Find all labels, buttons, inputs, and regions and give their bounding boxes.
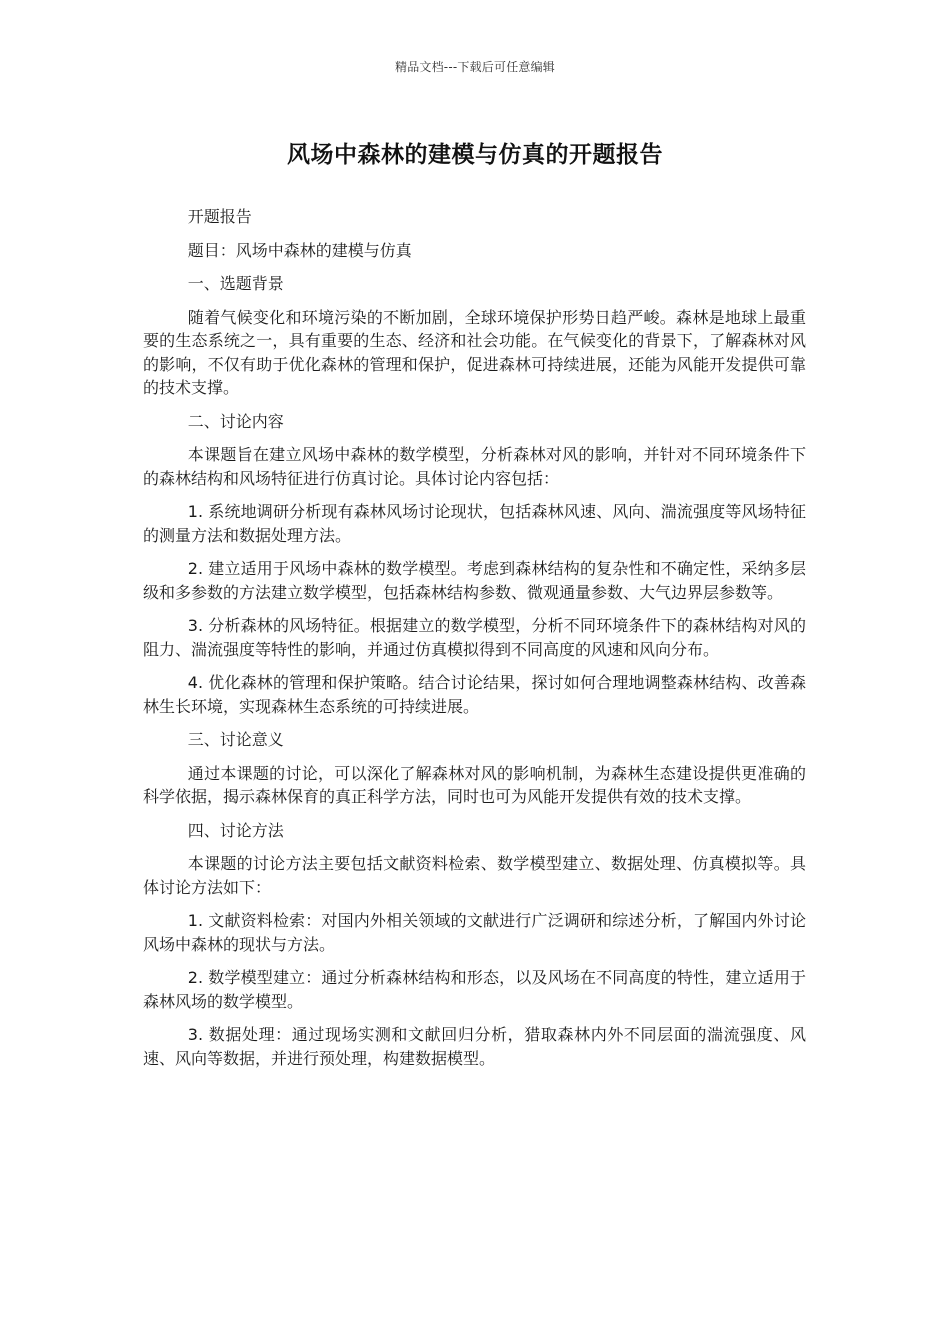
paragraph-topic: 题目：风场中森林的建模与仿真 [187,240,412,260]
section-heading-background: 一、选题背景 [187,274,284,293]
paragraph-methods-intro: 本课题的讨论方法主要包括文献资料检索、数学模型建立、数据处理、仿真模拟等。具体讨论方法如下： [143,854,806,897]
document-title: 风场中森林的建模与仿真的开题报告 [287,142,663,168]
paragraph-significance: 通过本课题的讨论，可以深化了解森林对风的影响机制，为森林生态建设提供更准确的科学依据，揭示森林保育的真正科学方法，同时也可为风能开发提供有效的技术支撑。 [143,763,806,806]
list-item-content-4: 4. 优化森林的管理和保护策略。结合讨论结果，探讨如何合理地调整森林结构、改善森林生长环境，实现森林生态系统的可持续进展。 [143,673,806,716]
list-item-method-2: 2. 数学模型建立：通过分析森林结构和形态，以及风场在不同高度的特性，建立适用于森林风场的数学模型。 [143,968,806,1011]
section-heading-methods: 四、讨论方法 [187,820,284,840]
list-item-content-3: 3. 分析森林的风场特征。根据建立的数学模型，分析不同环境条件下的森林结构对风的阻力、湍流强度等特性的影响，并通过仿真模拟得到不同高度的风速和风向分布。 [143,616,806,659]
paragraph-content-intro: 本课题旨在建立风场中森林的数学模型，分析森林对风的影响，并针对不同环境条件下的森林结构和风场特征进行仿真讨论。具体讨论内容包括： [143,445,806,488]
list-item-content-1: 1. 系统地调研分析现有森林风场讨论现状，包括森林风速、风向、湍流强度等风场特征的测量方法和数据处理方法。 [143,502,806,545]
section-heading-content: 二、讨论内容 [187,411,284,431]
list-item-method-3: 3. 数据处理：通过现场实测和文献回归分析，猎取森林内外不同层面的湍流强度、风速、风向等数据，并进行预处理，构建数据模型。 [143,1025,806,1068]
header-note: 精品文档---下载后可任意编辑 [395,60,555,74]
list-item-content-2: 2. 建立适用于风场中森林的数学模型。考虑到森林结构的复杂性和不确定性，采纳多层级和多参数的方法建立数学模型，包括森林结构参数、微观通量参数、大气边界层参数等。 [143,559,806,602]
paragraph-background: 随着气候变化和环境污染的不断加剧，全球环境保护形势日趋严峻。森林是地球上最重要的生态系统之一，具有重要的生态、经济和社会功能。在气候变化的背景下，了解森林对风的影响，不仅有助于优化森林的管理和保护，促进森林可持续进展，还能为风能开发提供可靠的技术支撑。 [143,307,806,397]
paragraph-heading-report: 开题报告 [187,207,252,226]
document-body [143,205,806,1080]
list-item-method-1: 1. 文献资料检索：对国内外相关领域的文献进行广泛调研和综述分析，了解国内外讨论风场中森林的现状与方法。 [143,911,806,954]
section-heading-significance: 三、讨论意义 [187,730,284,749]
